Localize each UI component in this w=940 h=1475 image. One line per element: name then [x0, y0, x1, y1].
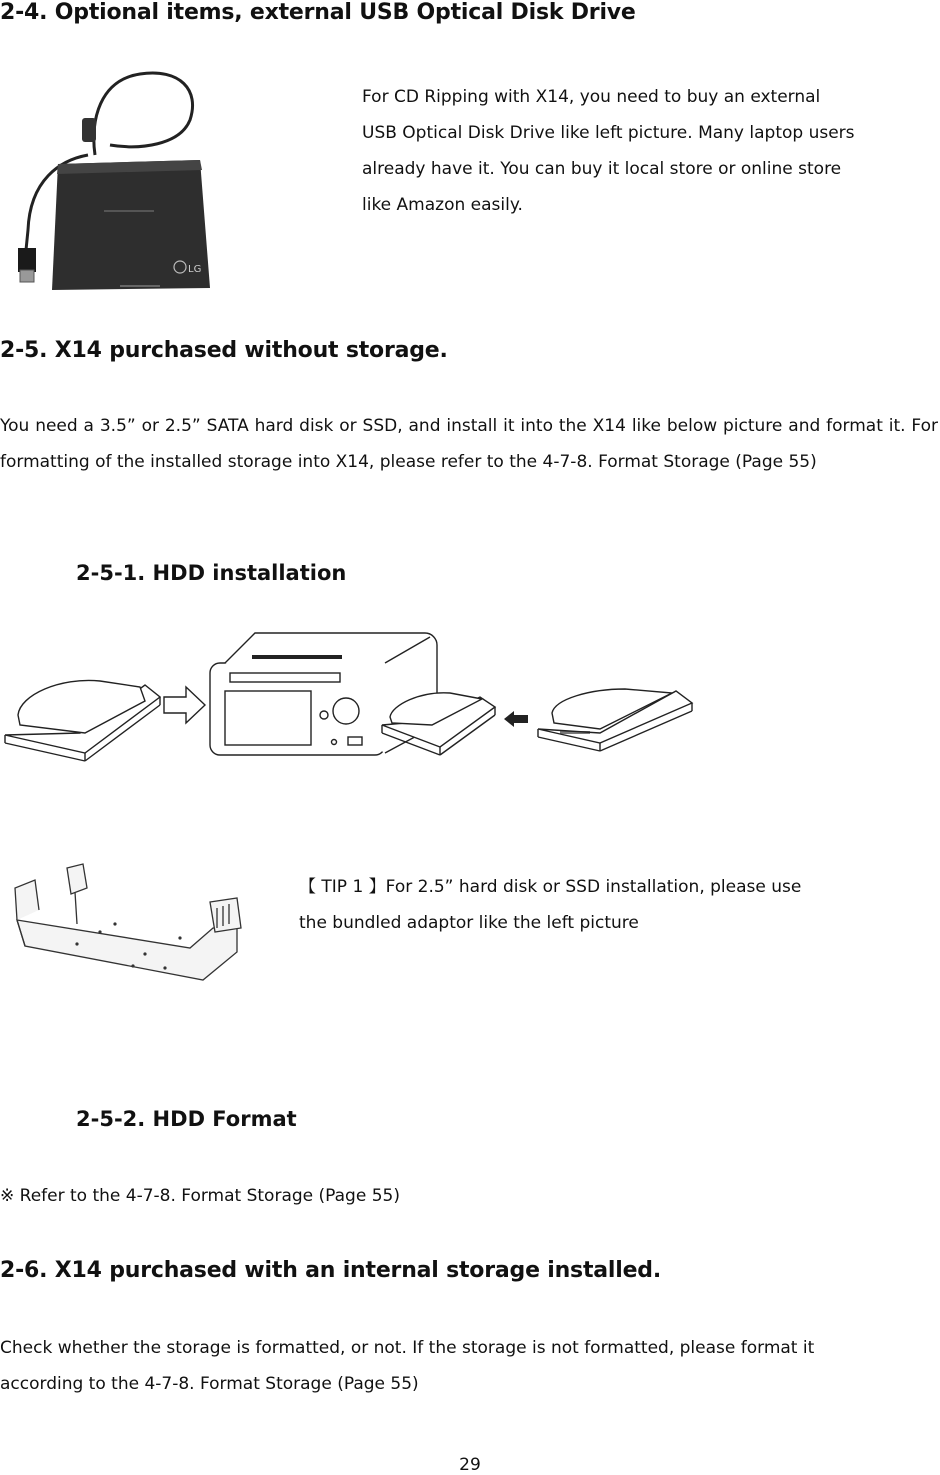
format-note: ※ Refer to the 4-7-8. Format Storage (Page 55) [0, 1186, 400, 1206]
paragraph-line: USB Optical Disk Drive like left picture. Many laptop users [362, 123, 855, 143]
section-2-6-title: 2-6. X14 purchased with an internal storage installed. [0, 1258, 662, 1283]
paragraph-line: For CD Ripping with X14, you need to buy an external [362, 87, 821, 107]
section-2-5-paragraph: You need a 3.5” or 2.5” SATA hard disk or SSD, and install it into the X14 like below picture and format it. For formatting of the installed storage into X14, please refer to the 4-7-8. Format Storage (Page 55) [0, 416, 938, 472]
tip-line: the bundled adaptor like the left picture [299, 913, 639, 933]
hdd-installation-diagram [0, 625, 700, 765]
section-2-5-title: 2-5. X14 purchased without storage. [0, 338, 448, 363]
section-2-5-1-title: 2-5-1. HDD installation [76, 561, 347, 585]
section-2-6-paragraph [0, 1330, 814, 1402]
usb-optical-drive-image [0, 60, 215, 295]
section-2-4-title: 2-4. Optional items, external USB Optical Disk Drive [0, 0, 636, 25]
paragraph-line: according to the 4-7-8. Format Storage (Page 55) [0, 1374, 419, 1394]
drive-logo: LG [188, 264, 202, 275]
tip-line: 【 TIP 1 】For 2.5” hard disk or SSD installation, please use [299, 877, 802, 897]
section-2-4-paragraph [362, 79, 855, 223]
paragraph-line: Check whether the storage is formatted, or not. If the storage is not formatted, please format it [0, 1338, 815, 1358]
paragraph-line: already have it. You can buy it local store or online store [362, 159, 842, 179]
tip-text [299, 869, 801, 941]
section-2-5-2-title: 2-5-2. HDD Format [76, 1107, 297, 1131]
paragraph-line: like Amazon easily. [362, 195, 523, 215]
hdd-adaptor-image [5, 862, 245, 987]
page-number: 29 [459, 1455, 481, 1475]
